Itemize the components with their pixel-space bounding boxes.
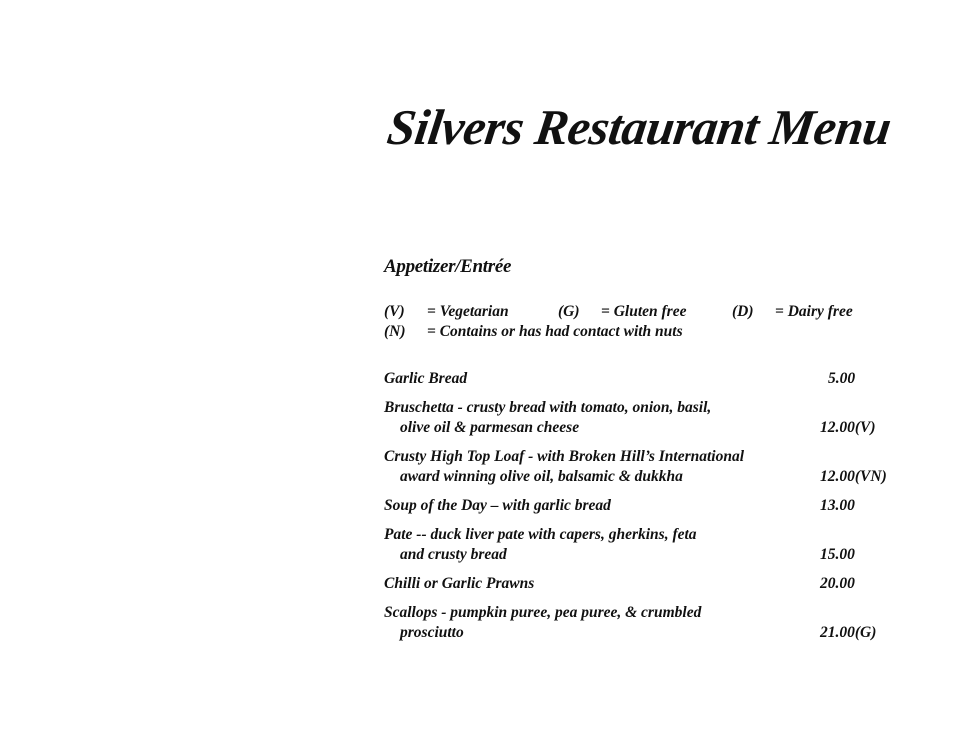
item-price: 13.00 bbox=[820, 497, 855, 514]
menu-title: Silvers Restaurant Menu bbox=[384, 99, 895, 155]
item-name: Bruschetta - crusty bread with tomato, onion, basil, bbox=[384, 399, 712, 416]
item-description: and crusty bread bbox=[400, 546, 507, 563]
item-price: 5.00 bbox=[828, 370, 856, 387]
menu-item bbox=[384, 398, 904, 438]
menu-item bbox=[384, 496, 904, 516]
item-description: olive oil & parmesan cheese bbox=[400, 419, 580, 436]
menu-item bbox=[384, 603, 904, 643]
legend-meaning-n: = Contains or has had contact with nuts bbox=[427, 323, 683, 340]
item-name: Soup of the Day – with garlic bread bbox=[384, 497, 611, 514]
item-name: Crusty High Top Loaf - with Broken Hill’s International bbox=[384, 448, 745, 465]
menu-item bbox=[384, 525, 904, 565]
item-description: award winning olive oil, balsamic & dukkha bbox=[400, 468, 683, 485]
legend-code-n: (N) bbox=[384, 323, 406, 340]
menu-item bbox=[384, 447, 904, 487]
item-name: Pate -- duck liver pate with capers, gherkins, feta bbox=[384, 526, 697, 543]
item-name: Chilli or Garlic Prawns bbox=[384, 575, 535, 592]
item-price: 15.00 bbox=[820, 546, 855, 563]
section-heading: Appetizer/Entrée bbox=[384, 256, 512, 277]
item-price: 21.00(G) bbox=[820, 624, 877, 641]
legend-code-v: (V) bbox=[384, 303, 405, 320]
menu-items bbox=[384, 369, 904, 652]
legend-meaning-d: = Dairy free bbox=[775, 303, 853, 320]
item-name: Garlic Bread bbox=[384, 370, 468, 387]
legend-meaning-v: = Vegetarian bbox=[427, 303, 509, 320]
legend-meaning-g: = Gluten free bbox=[601, 303, 687, 320]
menu-item bbox=[384, 369, 904, 389]
item-description: prosciutto bbox=[400, 624, 464, 641]
legend-code-d: (D) bbox=[732, 303, 754, 320]
legend-code-g: (G) bbox=[558, 303, 580, 320]
item-price: 12.00(V) bbox=[820, 419, 876, 436]
item-price: 12.00(VN) bbox=[820, 468, 887, 485]
menu-item bbox=[384, 574, 904, 594]
item-name: Scallops - pumpkin puree, pea puree, & crumbled bbox=[384, 604, 702, 621]
item-price: 20.00 bbox=[820, 575, 855, 592]
